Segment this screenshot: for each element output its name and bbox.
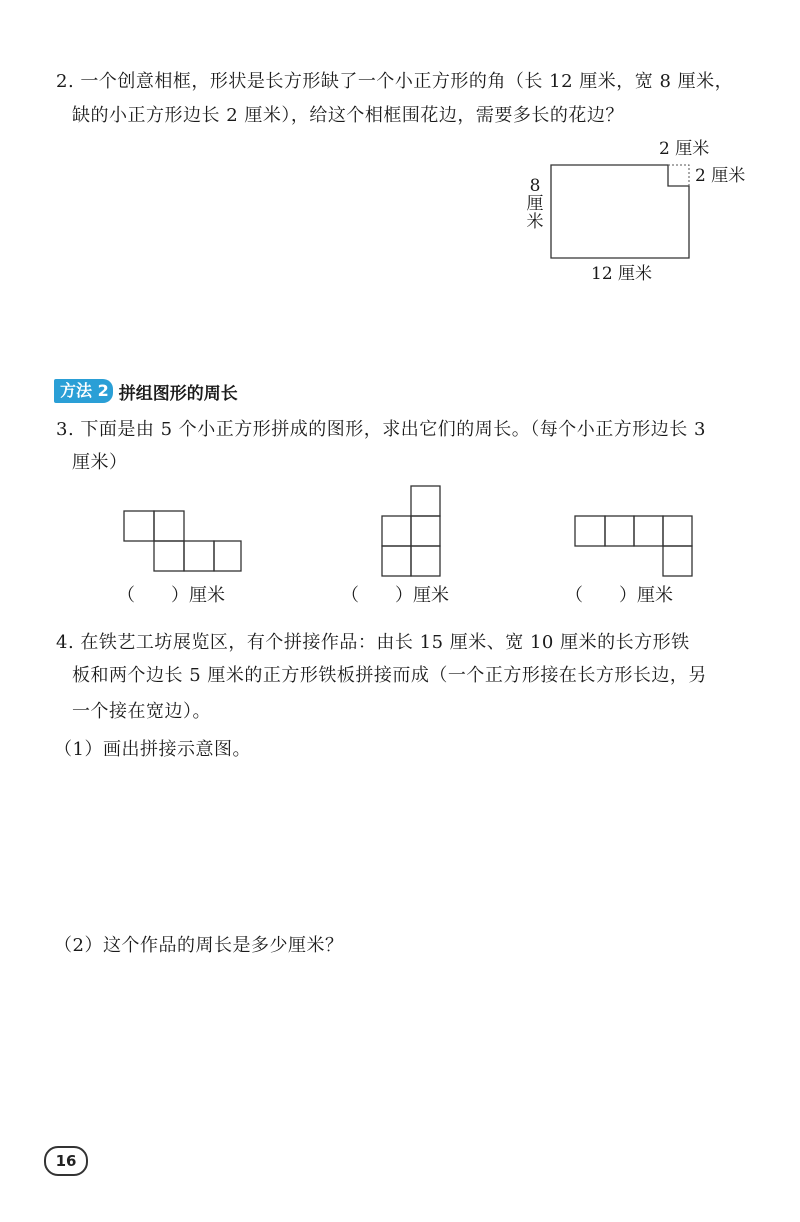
answer-blank-3[interactable]: （ ）厘米 — [565, 585, 673, 606]
problem3-line1: 3. 下面是由 5 个小正方形拼成的图形，求出它们的周长。（每个小正方形边长 3 — [56, 419, 706, 440]
problem2-line1: 2. 一个创意相框，形状是长方形缺了一个小正方形的角（长 12 厘米，宽 8 厘米， — [56, 71, 734, 92]
label-width — [525, 177, 545, 231]
frame-shape — [551, 165, 689, 258]
answer-blank-2[interactable]: （ ）厘米 — [341, 585, 449, 606]
shape-3 — [575, 516, 692, 576]
method-header — [54, 378, 238, 404]
label-width-char: 厘 — [526, 194, 544, 214]
label-notch-top: 2 厘米 — [659, 139, 710, 159]
label-length: 12 厘米 — [591, 264, 653, 284]
method-title: 拼组图形的周长 — [118, 383, 238, 404]
label-width-char: 8 — [529, 176, 541, 196]
method-badge: 方法 2 — [54, 379, 113, 403]
problem4-line1: 4. 在铁艺工坊展览区，有个拼接作品：由长 15 厘米、宽 10 厘米的长方形铁 — [56, 632, 690, 653]
problem4-sub2: （2）这个作品的周长是多少厘米？ — [54, 935, 344, 956]
problem4-line2: 板和两个边长 5 厘米的正方形铁板拼接而成（一个正方形接在长方形长边，另 — [72, 665, 707, 686]
shape-1 — [124, 511, 241, 571]
answer-blank-1[interactable]: （ ）厘米 — [117, 585, 225, 606]
problem4-line3: 一个接在宽边）。 — [72, 701, 211, 722]
page-number: 16 — [44, 1146, 88, 1176]
missing-corner-dotted — [668, 165, 689, 186]
shape-2 — [382, 486, 440, 576]
problem3-line2: 厘米） — [72, 452, 128, 473]
problem4-sub1: （1）画出拼接示意图。 — [54, 739, 251, 760]
label-notch-side: 2 厘米 — [695, 166, 746, 186]
problem2-line2: 缺的小正方形边长 2 厘米），给这个相框围花边，需要多长的花边？ — [72, 105, 624, 126]
label-width-char: 米 — [526, 212, 544, 232]
